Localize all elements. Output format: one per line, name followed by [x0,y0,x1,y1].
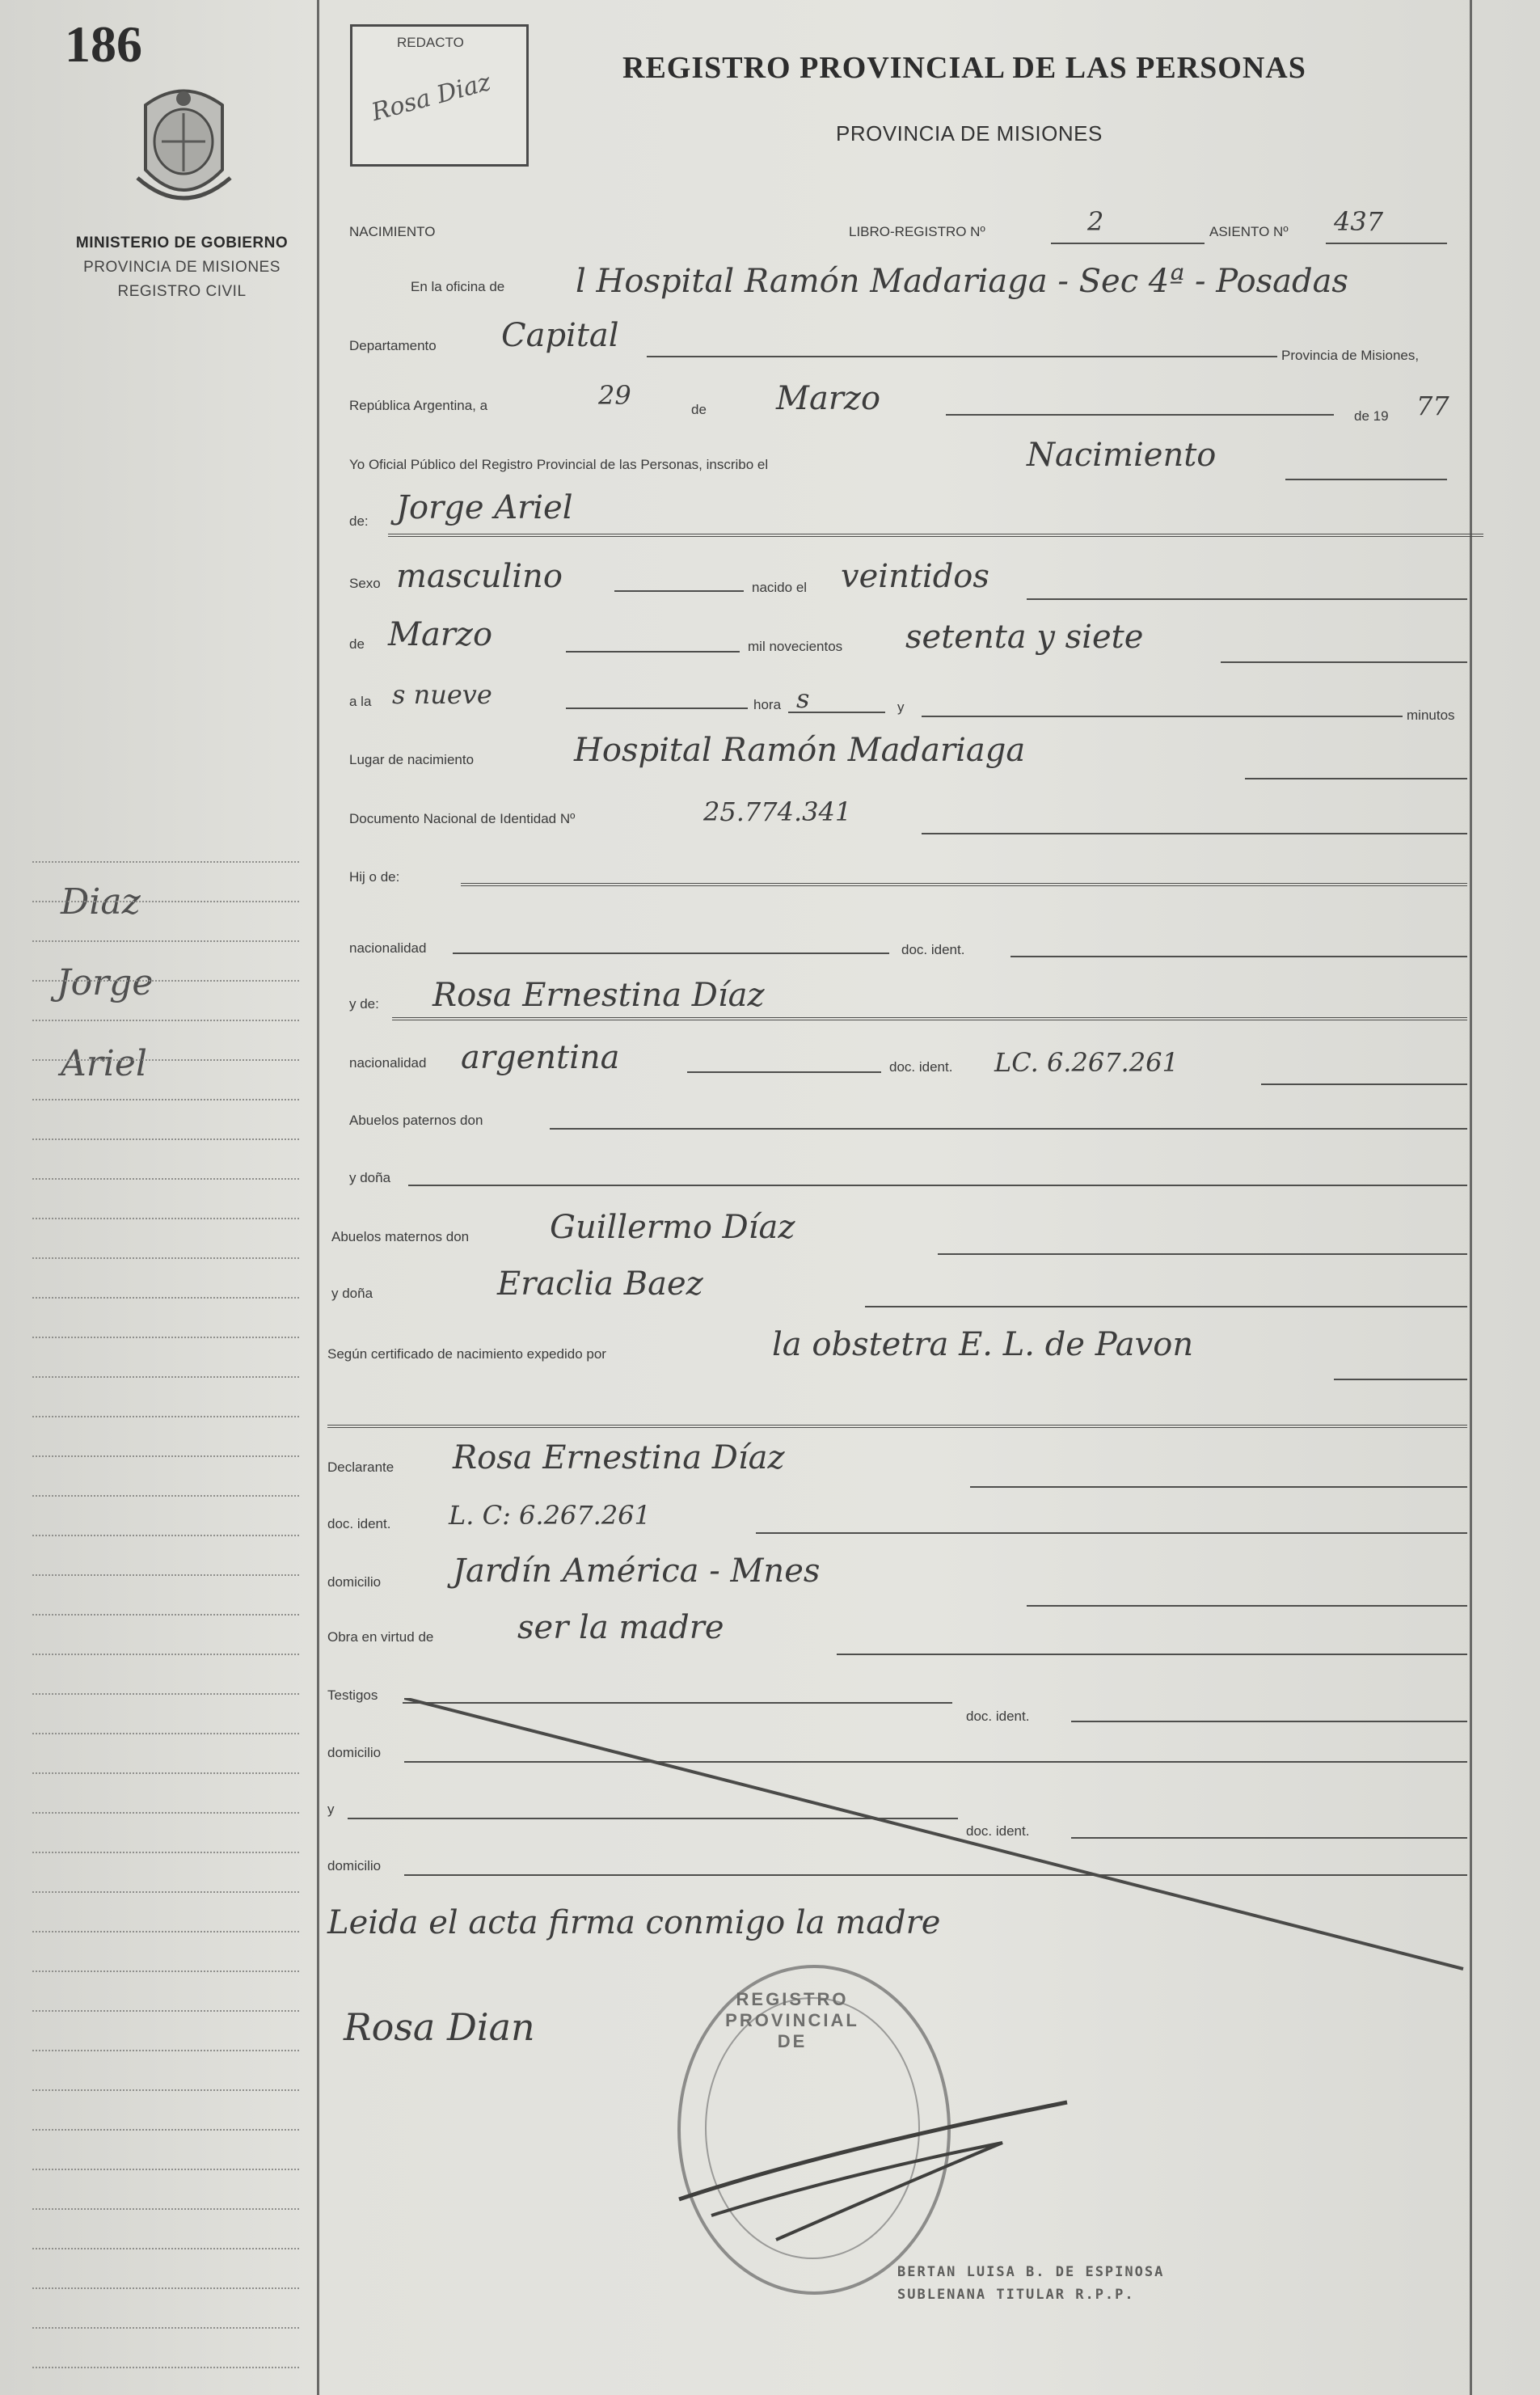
minutos-label: minutos [1407,708,1455,723]
dni-label: Documento Nacional de Identidad Nº [349,811,576,826]
asiento-value: 437 [1334,206,1384,237]
margin-ruled-line [32,1059,299,1061]
hora-value: s [796,683,810,714]
doc-ident-2-line [1261,1083,1467,1085]
hora-label: hora [753,697,782,712]
abuela-paterna-label: y doña [349,1170,391,1185]
nacido-line [1027,598,1467,600]
domicilio-value: Jardín América - Mnes [453,1552,821,1590]
margin-ruled-line [32,1297,299,1299]
stamp-text: REGISTRO PROVINCIAL DE [725,1989,859,2051]
hijo-line [461,883,1467,886]
margin-ruled-line [32,2089,299,2091]
margin-ruled-line [32,1772,299,1774]
margin-ruled-line [32,980,299,982]
margin-ruled-line [32,1020,299,1021]
day-value: 29 [598,380,631,411]
margin-ruled-line [32,1495,299,1497]
abuelos-paternos-line [550,1128,1467,1130]
margin-ruled-line [32,1416,299,1417]
name-label: de: [349,513,369,529]
margin-ruled-line [32,1376,299,1378]
nacionalidad-2-value: argentina [461,1039,620,1076]
testigos-label: Testigos [327,1687,378,1703]
dni-value: 25.774.341 [703,796,852,827]
ministry-line: MINISTERIO DE GOBIERNO [75,234,289,251]
province-line: PROVINCIA DE MISIONES [83,259,281,276]
margin-ruled-line [32,1138,299,1140]
departamento-value: Capital [501,317,619,354]
name-value: Jorge Ariel [396,489,573,526]
mil-value: setenta y siete [905,619,1144,656]
declarante-label: Declarante [327,1459,394,1475]
margin-ruled-line [32,2129,299,2131]
oficial-line [1285,479,1447,480]
libro-line [1051,243,1205,244]
margin-ruled-line [32,1257,299,1259]
right-border-line [1470,0,1472,2395]
abuelos-maternos-value: Guillermo Díaz [550,1209,795,1246]
oficial-value: Nacimiento [1027,437,1217,474]
alas-line [566,708,748,709]
lugar-line [1245,778,1467,779]
sexo-line [614,590,744,592]
minutes-line [922,716,1403,717]
margin-ruled-line [32,2367,299,2368]
margin-ruled-line [32,1812,299,1814]
doc-ident-1-label: doc. ident. [901,942,965,957]
certificado-value: la obstetra E. L. de Pavon [772,1326,1194,1363]
nacionalidad-2-label: nacionalidad [349,1055,427,1071]
asiento-line [1326,243,1447,244]
abuela-paterna-line [408,1185,1467,1186]
abuelos-maternos-label: Abuelos maternos don [331,1229,470,1244]
margin-ruled-line [32,2287,299,2289]
month-value: Marzo [776,380,881,417]
year-value: 77 [1416,391,1449,421]
margin-surname: Diaz [61,881,141,923]
domicilio-line [1027,1605,1467,1607]
yde-label: y de: [349,996,379,1012]
doc-ident-5-label: doc. ident. [966,1823,1030,1839]
doc-ident-4-label: doc. ident. [966,1709,1030,1724]
margin-ruled-line [32,2010,299,2012]
domicilio-2-label: domicilio [327,1745,382,1760]
margin-ruled-line [32,2327,299,2329]
margin-ruled-line [32,2050,299,2051]
abuela-materna-value: Eraclia Baez [497,1265,703,1303]
obra-line [837,1654,1467,1655]
registrar-name: BERTAN LUISA B. DE ESPINOSA [897,2264,1165,2280]
mil-label: mil novecientos [748,639,843,654]
mother-name-value: Rosa Ernestina Díaz [432,977,765,1014]
margin-ruled-line [32,1654,299,1655]
ministry-block [49,231,315,304]
margin-second-name: Ariel [61,1043,147,1084]
alas-value: s nueve [392,679,492,710]
oficina-label: En la oficina de [411,279,505,294]
declarante-value: Rosa Ernestina Díaz [453,1439,785,1476]
domicilio-label: domicilio [327,1574,382,1590]
redacto-box [350,24,529,167]
birth-month-value: Marzo [388,616,493,653]
record-type-label: NACIMIENTO [349,224,436,239]
oficina-value: l Hospital Ramón Madariaga - Sec 4ª - Posadas [576,263,1348,300]
sexo-label: Sexo [349,576,381,591]
alas-label: a la [349,694,372,709]
left-border-line [317,0,319,2395]
margin-ruled-line [32,2208,299,2210]
nacido-value: veintidos [841,558,989,595]
lugar-value: Hospital Ramón Madariaga [574,732,1026,769]
birth-month-line [566,651,740,653]
birth-month-label: de [349,636,365,652]
margin-ruled-line [32,1455,299,1457]
domicilio-3-label: domicilio [327,1858,382,1873]
abuelos-paternos-label: Abuelos paternos don [349,1113,483,1128]
doc-ident-2-value: LC. 6.267.261 [994,1047,1179,1078]
hijo-label: Hij o de: [349,869,400,885]
margin-first-name: Jorge [57,962,154,1003]
lugar-label: Lugar de nacimiento [349,752,475,767]
libro-label: LIBRO-REGISTRO Nº [849,224,985,239]
nacido-label: nacido el [752,580,808,595]
margin-ruled-line [32,1693,299,1695]
doc-ident-1-line [1010,956,1467,957]
margin-ruled-line [32,1178,299,1180]
registrar-title: SUBLENANA TITULAR R.P.P. [897,2287,1135,2303]
margin-ruled-line [32,1337,299,1338]
name-line [388,534,1483,537]
provincia-label: Provincia de Misiones, [1281,348,1420,363]
abuela-materna-label: y doña [331,1286,373,1301]
margin-ruled-line [32,1535,299,1536]
oficial-label: Yo Oficial Público del Registro Provincial de las Personas, inscribo el [349,457,769,472]
margin-ruled-line [32,1574,299,1576]
mother-signature: Rosa Dian [344,2005,535,2049]
hora-line [788,712,885,713]
testigo-y-label: y [327,1802,335,1817]
doc-ident-2-label: doc. ident. [889,1059,953,1075]
margin-ruled-line [32,1099,299,1100]
certificado-label: Según certificado de nacimiento expedido por [327,1346,606,1362]
official-signature-strokes [663,2054,1083,2248]
document-title: REGISTRO PROVINCIAL DE LAS PERSONAS [622,51,1306,85]
closing-statement: Leida el acta firma conmigo la madre [327,1904,941,1941]
margin-ruled-line [32,861,299,863]
registry-line: REGISTRO CIVIL [117,283,247,300]
page-number: 186 [65,15,142,73]
republica-label: República Argentina, a [349,398,488,413]
margin-ruled-line [32,1733,299,1734]
margin-ruled-line [32,940,299,942]
de-label: de [691,402,707,417]
margin-ruled-line [32,2169,299,2170]
month-line [946,414,1334,416]
mother-line [392,1017,1467,1020]
nacionalidad-1-line [453,953,889,954]
sexo-value: masculino [396,558,563,595]
margin-ruled-line [32,1218,299,1219]
dni-line [922,833,1467,834]
doc-ident-3-label: doc. ident. [327,1516,391,1531]
redacto-signature: Rosa Diaz [369,68,494,127]
margin-ruled-line [32,1931,299,1932]
certificado-second-line [327,1425,1467,1428]
document-subtitle: PROVINCIA DE MISIONES [836,121,1103,146]
nacionalidad-2-line [687,1071,881,1073]
libro-value: 2 [1087,206,1104,237]
margin-ruled-line [32,2248,299,2249]
declarante-line [970,1486,1467,1488]
asiento-label: ASIENTO Nº [1209,224,1289,239]
doc-ident-3-value: L. C: 6.267.261 [449,1500,651,1531]
nacionalidad-1-label: nacionalidad [349,940,427,956]
margin-column [0,0,319,2395]
coat-of-arms-icon [129,81,238,210]
departamento-label: Departamento [349,338,437,353]
redacto-label: REDACTO [397,35,464,50]
margin-ruled-line [32,901,299,902]
obra-label: Obra en virtud de [327,1629,434,1645]
margin-ruled-line [32,1891,299,1893]
margin-ruled-line [32,1852,299,1853]
margin-ruled-line [32,1970,299,1972]
doc-ident-3-line [756,1532,1467,1534]
departamento-line [647,356,1277,357]
obra-value: ser la madre [517,1609,724,1646]
certificado-line [1334,1379,1467,1380]
abuelos-maternos-line [938,1253,1467,1255]
minutes-y-label: y [897,699,905,715]
abuela-materna-line [865,1306,1467,1307]
margin-ruled-line [32,1614,299,1616]
mil-line [1221,661,1467,663]
year-prefix-label: de 19 [1354,408,1389,424]
